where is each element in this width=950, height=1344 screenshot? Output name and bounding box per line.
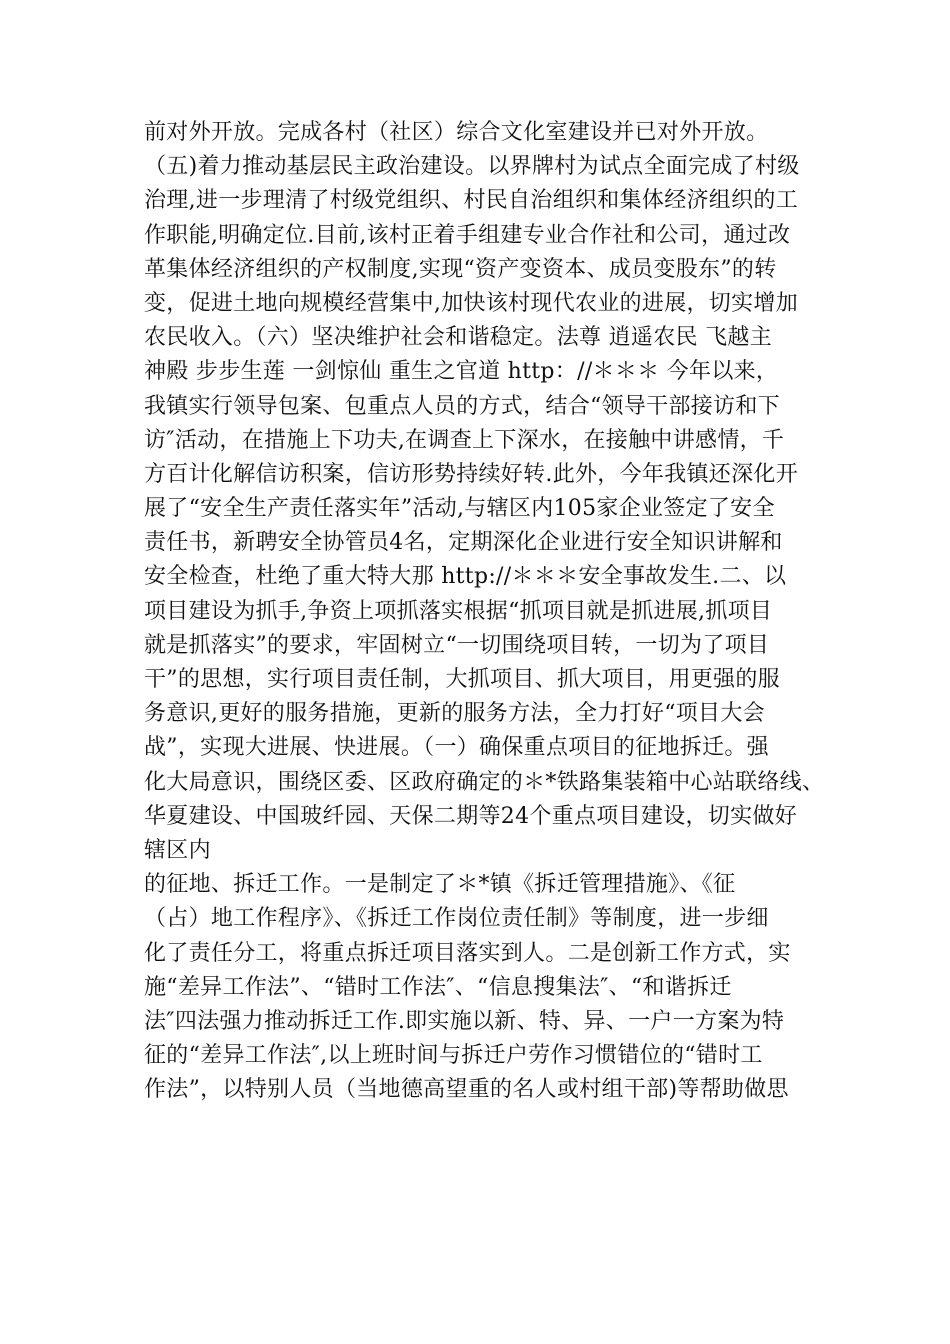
text-line: 法″四法强力推动拆迁工作.即实施以新、特、异、一户一方案为特 — [144, 1008, 785, 1034]
text-line: 华夏建设、中国玻纤园、天保二期等24个重点项目建设，切实做好 — [144, 803, 797, 829]
text-line: （占）地工作程序》、《拆迁工作岗位责任制》等制度，进一步细 — [144, 906, 769, 932]
text-line: 化大局意识，围绕区委、区政府确定的＊*铁路集装箱中心站联络线、 — [144, 769, 825, 795]
text-line: 征的“差异工作法″,以上班时间与拆迁户劳作习惯错位的“错时工 — [144, 1043, 763, 1069]
text-line: 化了责任分工，将重点拆迁项目落实到人。二是创新工作方式，实 — [144, 940, 791, 966]
text-line: 访″活动，在措施上下功夫,在调查上下深水，在接触中讲感情，千 — [144, 427, 785, 453]
text-line: 安全检查，杜绝了重大特大那 http://＊＊＊安全事故发生.二、以 — [144, 564, 787, 590]
text-line: 就是抓落实”的要求，牢固树立“一切围绕项目转，一切为了项目 — [144, 632, 770, 658]
text-line: 前对外开放。完成各村（社区）综合文化室建设并已对外开放。 — [144, 120, 769, 145]
text-line: 责任书，新聘安全协管员4名，定期深化企业进行安全知识讲解和 — [144, 530, 783, 556]
text-line: 作职能,明确定位.目前,该村正着手组建专业合作社和公司，通过改 — [144, 222, 791, 248]
text-line: 干”的思想，实行项目责任制，大抓项目、抓大项目，用更强的服 — [144, 667, 780, 692]
text-line: 作法”，以特别人员（当地德高望重的名人或村组干部)等帮助做思 — [144, 1077, 789, 1103]
text-line: 项目建设为抓手,争资上项抓落实根据“抓项目就是抓进展,抓项目 — [144, 598, 773, 624]
text-line: （五)着力推动基层民主政治建设。以界牌村为试点全面完成了村级 — [144, 154, 800, 180]
text-line: 我镇实行领导包案、包重点人员的方式，结合“领导干部接访和下 — [144, 393, 780, 419]
body-text — [144, 116, 824, 1107]
text-line: 施“差异工作法”、“错时工作法″、“信息搜集法″、“和谐拆迁 — [144, 974, 732, 1000]
text-line: 的征地、拆迁工作。一是制定了＊*镇《拆迁管理措施》、《征 — [144, 872, 736, 898]
text-line: 变，促进土地向规模经营集中,加快该村现代农业的进展，切实增加 — [144, 290, 798, 316]
text-line: 务意识,更好的服务措施，更新的服务方法，全力打好“项目大会 — [144, 701, 765, 727]
text-line: 治理,进一步理清了村级党组织、村民自治组织和集体经济组织的工 — [144, 188, 798, 214]
text-line: 方百计化解信访积案，信访形势持续好转.此外，今年我镇还深化开 — [144, 461, 798, 487]
text-line: 神殿 步步生莲 一剑惊仙 重生之官道 http：//＊＊＊ 今年以来， — [144, 359, 779, 385]
text-line: 辖区内 — [144, 837, 211, 863]
text-line: 展了“安全生产责任落实年”活动,与辖区内105家企业签定了安全 — [144, 496, 775, 522]
text-line: 革集体经济组织的产权制度,实现“资产变资本、成员变股东”的转 — [144, 256, 777, 282]
text-line: 战”，实现大进展、快进展。（一）确保重点项目的征地拆迁。强 — [144, 735, 769, 761]
text-line: 农民收入。（六）坚决维护社会和谐稳定。法尊 逍遥农民 飞越主 — [144, 325, 772, 351]
